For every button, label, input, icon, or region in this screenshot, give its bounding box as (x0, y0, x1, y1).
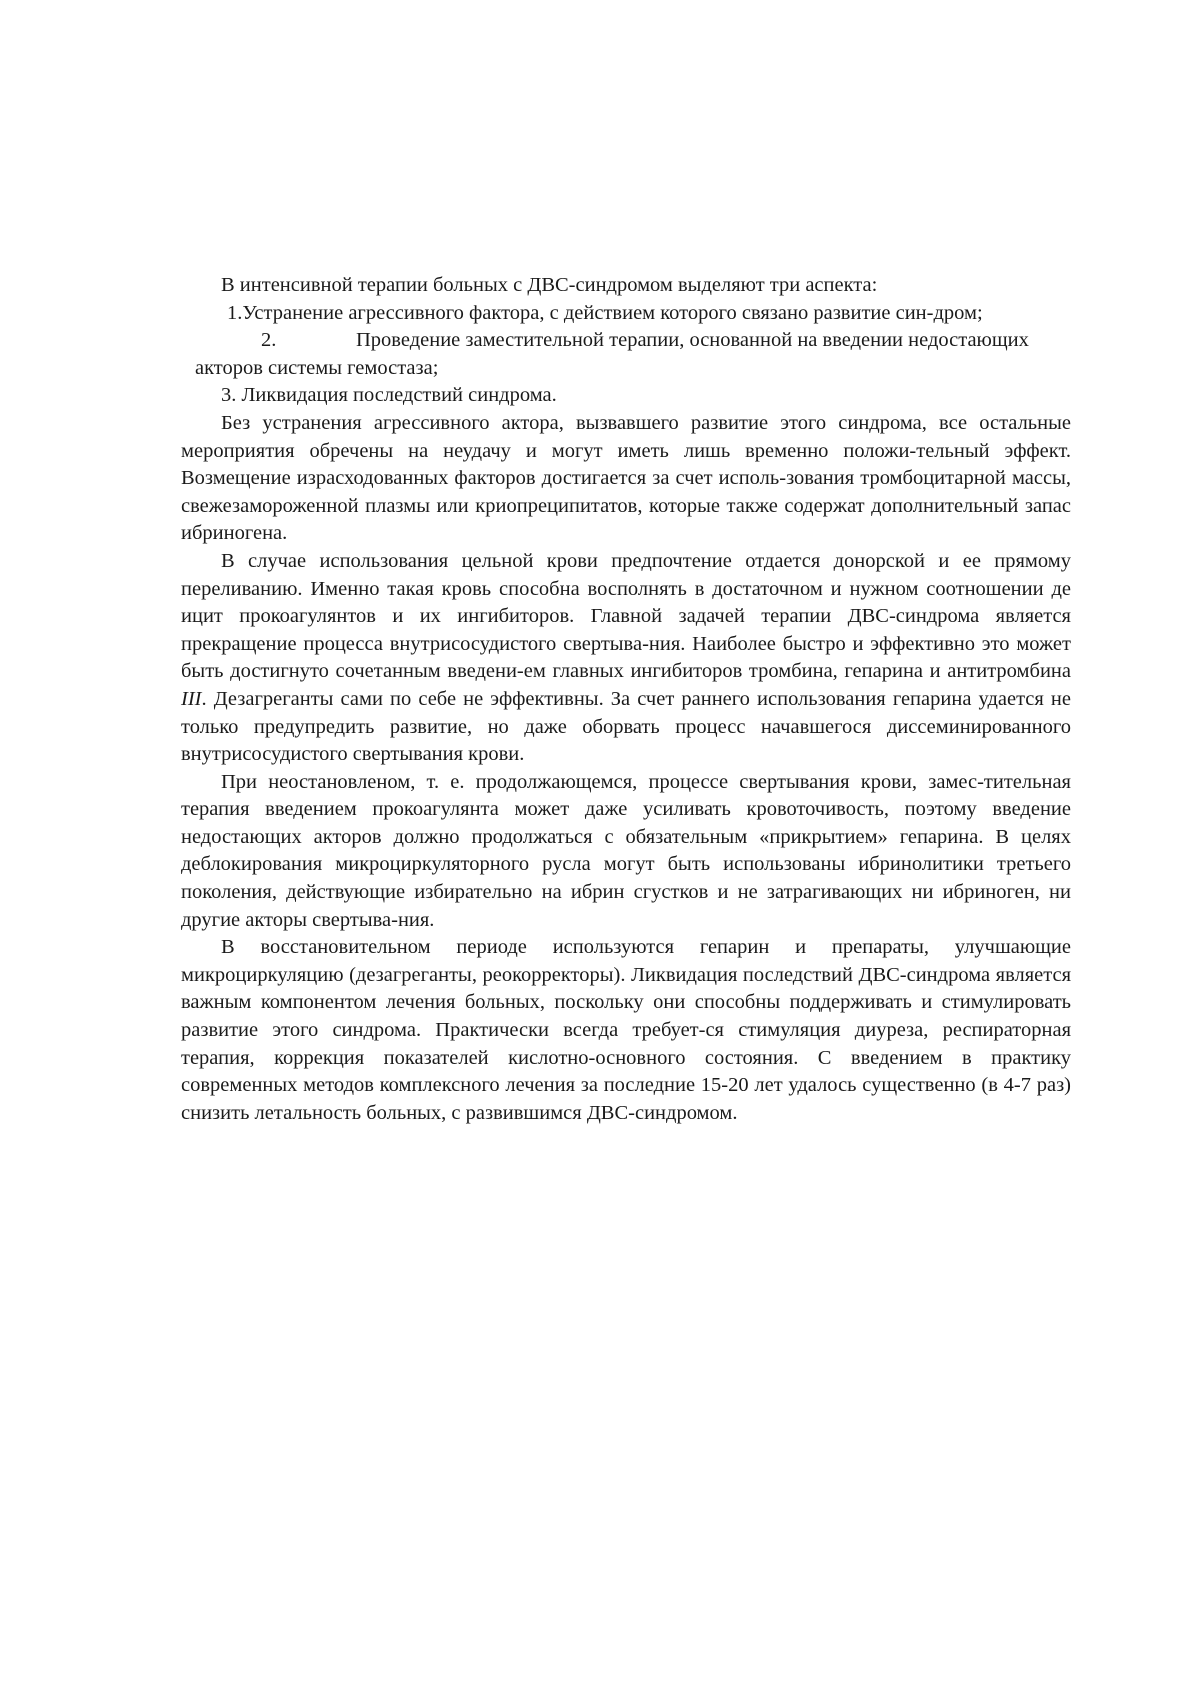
intro-paragraph: В интенсивной терапии больных с ДВС-синдромом выделяют три аспекта: (221, 274, 878, 296)
document-body (181, 272, 1071, 1127)
paragraph-4: В восстановительном периоде используются гепарин и препараты, улучшающие микроциркуляцию (дезагреганты, реокорректоры). Ликвидация последствий ДВС-синдрома является важным компонентом лечения больных, поскольку они способны поддерживать и стимулировать развитие этого синдрома. Практически всегда требует-ся стимуляция диуреза, респираторная терапия, коррекция показателей кислотно-основного состояния. С введением в практику современных методов комплексного лечения за последние 15-20 лет удалось существенно (в 4-7 раз) снизить летальность больных, с развившимся ДВС-синдромом. (181, 936, 1071, 1124)
paragraph-2-part-a: В случае использования цельной крови предпочтение отдается донорской и ее прямому переливанию. Именно такая кровь способна восполнять в достаточном и нужном соотношении де ицит прокоагулянтов и их ингибиторов. Главной задачей терапии ДВС-синдрома является прекращение процесса внутрисосудистого свертыва-ния. Наиболее быстро и эффективно это может быть достигнуто сочетанным введени-ем главных ингибиторов тромбина, гепарина и антитромбина (181, 549, 1071, 683)
paragraph-2-part-b: . Дезагреганты сами по себе не эффективны. За счет раннего использования гепарина удается не только предупредить развитие, но даже оборвать процесс начавшегося диссеминированного внутрисосудистого свертывания крови. (181, 687, 1071, 766)
list-item-3: 3. Ликвидация последствий синдрома. (221, 384, 557, 407)
paragraph-3: При неостановленом, т. е. продолжающемся, процессе свертывания крови, замес-тительная терапия введением прокоагулянта может даже усиливать кровоточивость, поэтому введение недостающих акторов должно продолжаться с обязательным «прикрытием» гепарина. В целях деблокирования микроциркуляторного русла могут быть использованы ибринолитики третьего поколения, действующие избирательно на ибрин сгустков и не затрагивающих ни ибриноген, ни другие акторы свертыва-ния. (181, 770, 1071, 931)
list-item-2-number: 2. (261, 329, 277, 352)
paragraph-2 (181, 548, 1071, 769)
list-item-2-line-2: акторов системы гемостаза; (195, 356, 439, 379)
paragraph-2-italic-numeral: III (181, 687, 202, 710)
paragraph-1: Без устранения агрессивного актора, вызвавшего развитие этого синдрома, все остальные мероприятия обречены на неудачу и могут иметь лишь временно положи-тельный эффект. Возмещение израсходованных факторов достигается за счет исполь-зования тромбоцитарной массы, свежезамороженной плазмы или криопреципитатов, которые также содержат дополнительный запас ибриногена. (181, 411, 1071, 545)
list-item-2-line-1: Проведение заместительной терапии, основанной на введении недостающих (356, 329, 1029, 352)
list-item-1: 1.Устранение агрессивного фактора, с действием которого связано развитие син-дром; (227, 301, 983, 324)
list-item-2 (181, 327, 1171, 382)
